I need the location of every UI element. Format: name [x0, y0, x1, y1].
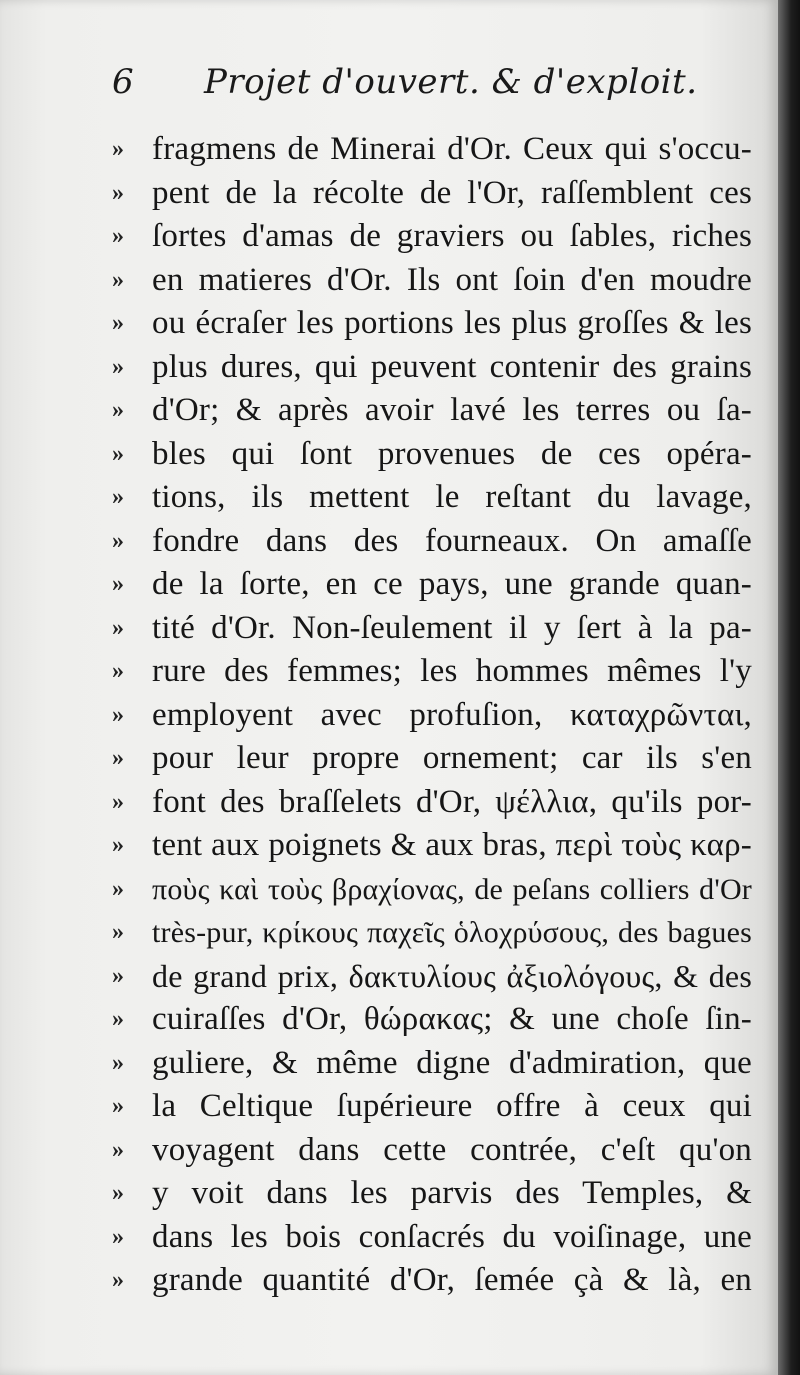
text-line — [112, 172, 752, 216]
quote-mark: » — [112, 1136, 124, 1163]
text-line — [112, 650, 752, 694]
quote-mark: » — [112, 701, 124, 728]
text-line — [112, 781, 752, 825]
text-line — [112, 694, 752, 738]
line-text: plus dures, qui peuvent contenir des grains — [152, 348, 752, 385]
line-text: ποὺς καὶ τοὺς βραχίονας, de peſans colliers d'Or — [152, 872, 752, 906]
text-line — [112, 520, 752, 564]
text-line — [112, 128, 752, 172]
quote-mark: » — [112, 1093, 124, 1119]
quote-mark: » — [112, 1006, 124, 1032]
line-text: la Celtique ſupérieure offre à ceux qui — [152, 1088, 752, 1124]
page-edge-shadow — [778, 0, 800, 1375]
running-title: Projet d'ouvert. & d'exploit. — [204, 62, 698, 102]
quote-mark: » — [112, 658, 124, 684]
body-text — [112, 128, 752, 1303]
line-text: voyagent dans cette contrée, c'eſt qu'on — [152, 1131, 752, 1168]
text-line — [112, 868, 752, 912]
line-text: font des braſſelets d'Or, ψέλλια, qu'ils por- — [152, 783, 752, 820]
quote-mark: » — [112, 788, 124, 815]
quote-mark: » — [112, 179, 124, 206]
quote-mark: » — [112, 310, 124, 336]
line-text: en matieres d'Or. Ils ont ſoin d'en moudre — [152, 261, 752, 298]
line-text: bles qui ſont provenues de ces opéra- — [152, 435, 752, 472]
line-text: tent aux poignets & aux bras, περὶ τοὺς καρ- — [152, 827, 752, 863]
quote-mark: » — [112, 397, 124, 423]
quote-mark: » — [112, 745, 124, 771]
quote-mark: » — [112, 832, 124, 858]
text-line — [112, 1085, 752, 1129]
text-line — [112, 346, 752, 390]
text-line — [112, 215, 752, 259]
text-line — [112, 259, 752, 303]
line-text: de la ſorte, en ce pays, une grande quan- — [152, 566, 752, 602]
quote-mark: » — [112, 353, 124, 380]
line-text: y voit dans les parvis des Temples, & — [152, 1175, 752, 1211]
page-number: 6 — [112, 62, 134, 102]
line-text: fragmens de Minerai d'Or. Ceux qui s'occu- — [152, 131, 752, 167]
line-text: d'Or; & après avoir lavé les terres ou ſa- — [152, 392, 752, 428]
text-line — [112, 1172, 752, 1216]
text-line — [112, 1129, 752, 1173]
text-line — [112, 1216, 752, 1260]
quote-mark: » — [112, 266, 124, 293]
quote-mark: » — [112, 136, 124, 162]
page-header — [112, 62, 752, 122]
text-line — [112, 1042, 752, 1086]
text-line — [112, 302, 752, 346]
quote-mark: » — [112, 1049, 124, 1076]
line-text: rure des femmes; les hommes mêmes l'y — [152, 653, 752, 689]
line-text: guliere, & même digne d'admiration, que — [152, 1044, 752, 1081]
quote-mark: » — [112, 1180, 124, 1206]
quote-mark: » — [112, 484, 124, 510]
line-text: cuiraſſes d'Or, θώρακας; & une choſe ſin- — [152, 1001, 752, 1037]
quote-mark: » — [112, 527, 124, 554]
text-line — [112, 737, 752, 781]
line-text: très-pur, κρίκους παχεῖς ὁλοχρύσους, des bagues — [152, 916, 752, 949]
text-line — [112, 824, 752, 868]
line-text: pent de la récolte de l'Or, raſſemblent ces — [152, 174, 752, 211]
quote-mark: » — [112, 962, 124, 989]
quote-mark: » — [112, 440, 124, 467]
quote-mark: » — [112, 875, 124, 902]
line-text: grande quantité d'Or, ſemée çà & là, en — [152, 1262, 752, 1298]
text-line — [112, 389, 752, 433]
text-line — [112, 955, 752, 999]
quote-mark: » — [112, 571, 124, 597]
quote-mark: » — [112, 614, 124, 641]
line-text: ou écraſer les portions les plus groſſes & les — [152, 305, 752, 341]
quote-mark: » — [112, 1223, 124, 1250]
line-text: dans les bois conſacrés du voiſinage, une — [152, 1218, 752, 1255]
text-line — [112, 476, 752, 520]
text-line — [112, 607, 752, 651]
quote-mark: » — [112, 919, 124, 945]
line-text: fondre dans des fourneaux. On amaſſe — [152, 522, 752, 559]
line-text: pour leur propre ornement; car ils s'en — [152, 740, 752, 776]
line-text: tions, ils mettent le reſtant du lavage, — [152, 479, 752, 515]
line-text: tité d'Or. Non-ſeulement il y ſert à la pa- — [152, 609, 752, 646]
line-text: employent avec profuſion, καταχρῶνται, — [152, 696, 752, 733]
text-line — [112, 998, 752, 1042]
quote-mark: » — [112, 1267, 124, 1293]
text-line — [112, 433, 752, 477]
text-line — [112, 1259, 752, 1303]
text-line — [112, 563, 752, 607]
line-text: de grand prix, δακτυλίους ἀξιολόγους, & des — [152, 957, 752, 994]
quote-mark: » — [112, 223, 124, 249]
line-text: ſortes d'amas de graviers ou ſables, riches — [152, 218, 752, 254]
text-line — [112, 911, 752, 955]
